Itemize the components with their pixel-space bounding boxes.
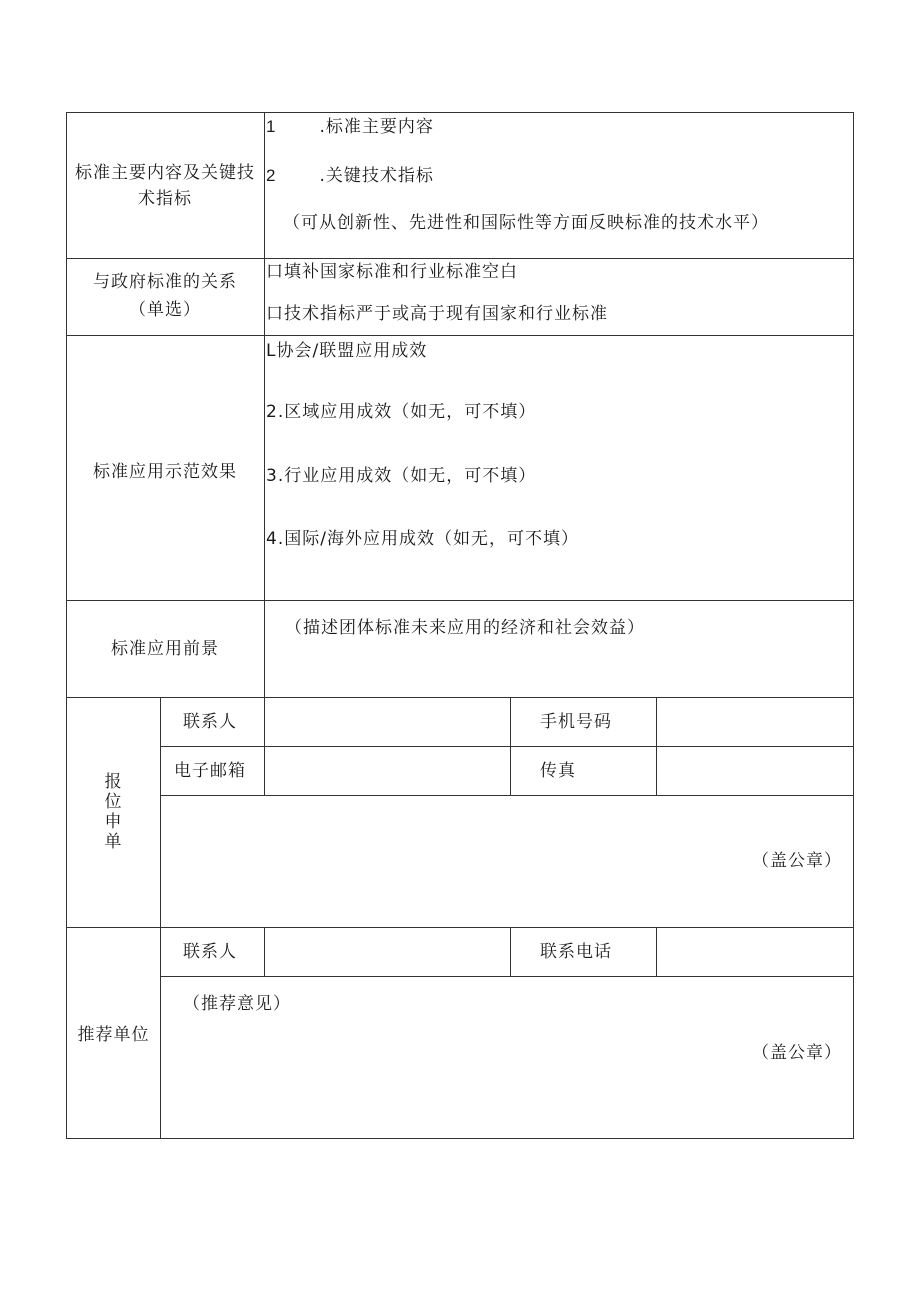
row-divider xyxy=(66,258,854,259)
applicant-unit-label xyxy=(103,772,123,852)
applicant-label-char: 报 xyxy=(104,772,122,792)
relation-option-fill-gap[interactable]: 口填补国家标准和行业标准空白 xyxy=(266,262,518,282)
row-divider xyxy=(66,600,854,601)
applicant-phone-label: 手机号码 xyxy=(540,712,612,732)
relation-option-stricter[interactable]: 口技术指标严于或高于现有国家和行业标准 xyxy=(266,304,608,324)
row3-item4: 4.国际/海外应用成效（如无，可不填） xyxy=(266,529,579,549)
row1-item1-number: 1 xyxy=(266,117,276,136)
row1-item2 xyxy=(266,165,434,187)
applicant-seal: （盖公章） xyxy=(752,851,842,871)
applicant-label-char: 申 xyxy=(104,812,122,832)
row2-label-line2: （单选） xyxy=(129,300,201,320)
column-divider xyxy=(656,697,657,796)
row1-item1 xyxy=(266,116,434,138)
recommender-contact-field[interactable] xyxy=(266,928,509,975)
row-divider xyxy=(66,335,854,336)
recommender-tel-field[interactable] xyxy=(658,928,852,975)
column-divider xyxy=(510,697,511,796)
applicant-fax-label: 传真 xyxy=(540,761,576,781)
recommender-tel-label: 联系电话 xyxy=(540,942,612,962)
row3-item2: 2.区域应用成效（如无，可不填） xyxy=(266,402,537,422)
applicant-email-field[interactable] xyxy=(266,747,509,794)
applicant-label-char: 单 xyxy=(104,832,122,852)
column-divider xyxy=(264,697,265,796)
row3-item1: L协会/联盟应用成效 xyxy=(266,341,428,361)
applicant-contact-label: 联系人 xyxy=(183,712,237,732)
applicant-email-label: 电子邮箱 xyxy=(174,761,246,781)
applicant-phone-field[interactable] xyxy=(658,698,852,745)
row1-item1-text: .标准主要内容 xyxy=(319,117,434,137)
column-divider xyxy=(264,112,265,698)
row3-label: 标准应用示范效果 xyxy=(93,462,237,482)
recommender-opinion: （推荐意见） xyxy=(183,994,291,1014)
row3-item3: 3.行业应用成效（如无，可不填） xyxy=(266,466,537,486)
recommender-contact-label: 联系人 xyxy=(183,942,237,962)
recommender-label: 推荐单位 xyxy=(77,1025,150,1045)
row2-label-line1: 与政府标准的关系 xyxy=(93,272,237,292)
table-border-left xyxy=(66,112,67,1139)
row4-note: （描述团体标准未来应用的经济和社会效益） xyxy=(285,618,645,638)
applicant-fax-field[interactable] xyxy=(658,747,852,794)
table-border-top xyxy=(66,112,854,113)
row1-item2-text: .关键技术指标 xyxy=(319,166,434,186)
row1-item2-number: 2 xyxy=(266,166,276,185)
column-divider xyxy=(264,927,265,977)
column-divider xyxy=(510,927,511,977)
row1-note: （可从创新性、先进性和国际性等方面反映标准的技术水平） xyxy=(283,213,769,233)
row1-label: 标准主要内容及关键技术指标 xyxy=(75,163,255,209)
recommender-seal: （盖公章） xyxy=(752,1043,842,1063)
table-border-bottom xyxy=(66,1138,854,1139)
applicant-label-char: 位 xyxy=(104,792,122,812)
column-divider xyxy=(160,697,161,1139)
applicant-contact-field[interactable] xyxy=(266,698,509,745)
column-divider xyxy=(656,927,657,977)
table-border-right xyxy=(853,112,854,1139)
row4-label: 标准应用前景 xyxy=(111,639,219,659)
